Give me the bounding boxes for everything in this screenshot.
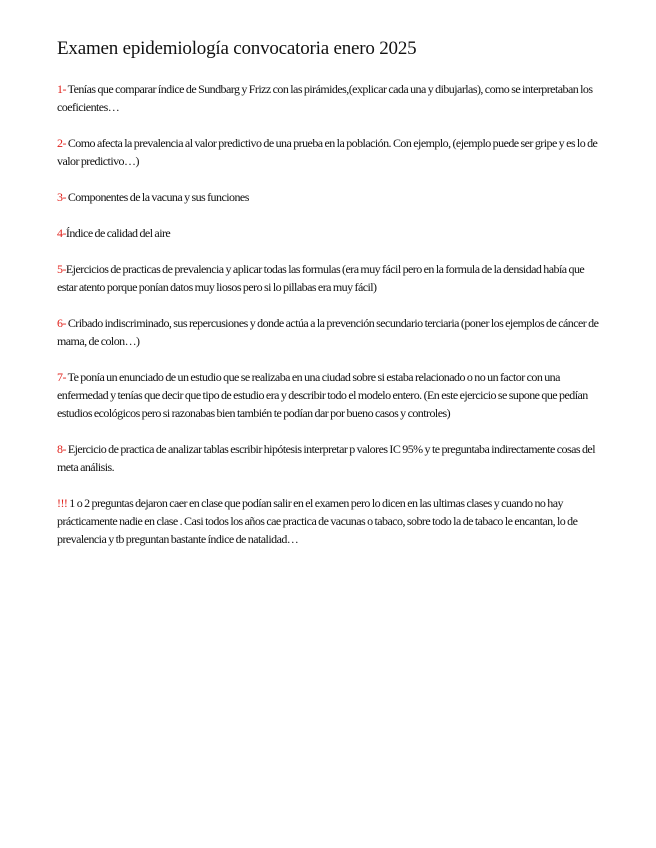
note-text: 1 o 2 preguntas dejaron caer en clase que podían salir en el examen pero lo dicen en las ultimas clases y cuando no hay prácticamente nadie en clase . Casi todos los años cae practica de vacunas o tabaco, sobre todo la de tabaco le encantan, lo de prevalencia y tb preguntan bastante índice de natalidad… (57, 496, 578, 546)
question-text: Índice de calidad del aire (65, 226, 171, 240)
question-3 (57, 188, 605, 206)
question-5 (57, 260, 605, 296)
question-text: Cribado indiscriminado, sus repercusiones y donde actúa a la prevención secundario terciaria (poner los ejemplos de cáncer de mama, de colon…) (57, 316, 599, 348)
question-2 (57, 134, 605, 170)
question-text: Ejercicio de practica de analizar tablas escribir hipótesis interpretar p valores IC 95% y te preguntaba indirectamente cosas del meta análisis. (57, 442, 595, 474)
question-number: 1- (57, 82, 66, 96)
warning-marker: !!! (57, 496, 68, 510)
question-text: Como afecta la prevalencia al valor predictivo de una prueba en la población. Con ejemplo, (ejemplo puede ser gripe y es lo de valor predictivo…) (57, 136, 598, 168)
question-text: Componentes de la vacuna y sus funciones (65, 190, 249, 204)
page-title: Examen epidemiología convocatoria enero 2025 (57, 38, 417, 59)
document-page (57, 36, 605, 566)
question-6 (57, 314, 605, 350)
question-number: 6- (57, 316, 66, 330)
question-4 (57, 224, 605, 242)
question-number: 4- (57, 226, 66, 240)
question-number: 7- (57, 370, 66, 384)
exam-note (57, 494, 605, 548)
question-number: 2- (57, 136, 66, 150)
question-number: 3- (57, 190, 66, 204)
question-text: Ejercicios de practicas de prevalencia y aplicar todas las formulas (era muy fácil pero en la formula de la densidad había que estar atento porque ponían datos muy liosos pero si lo pillabas era muy fácil) (57, 262, 585, 294)
question-text: Te ponía un enunciado de un estudio que se realizaba en una ciudad sobre si estaba relacionado o no un factor con una enfermedad y tenías que decir que tipo de estudio era y describir todo el modelo entero. (En este ejercicio se supone que pedían estudios ecológicos pero si razonabas bien también te podían dar por bueno casos y controles) (57, 370, 588, 420)
question-7 (57, 368, 605, 422)
question-number: 5- (57, 262, 66, 276)
question-number: 8- (57, 442, 66, 456)
question-text: Tenías que comparar índice de Sundbarg y Frizz con las pirámides,(explicar cada una y dibujarlas), como se interpretaban los coeficientes… (57, 82, 593, 114)
question-1 (57, 80, 605, 116)
question-8 (57, 440, 605, 476)
